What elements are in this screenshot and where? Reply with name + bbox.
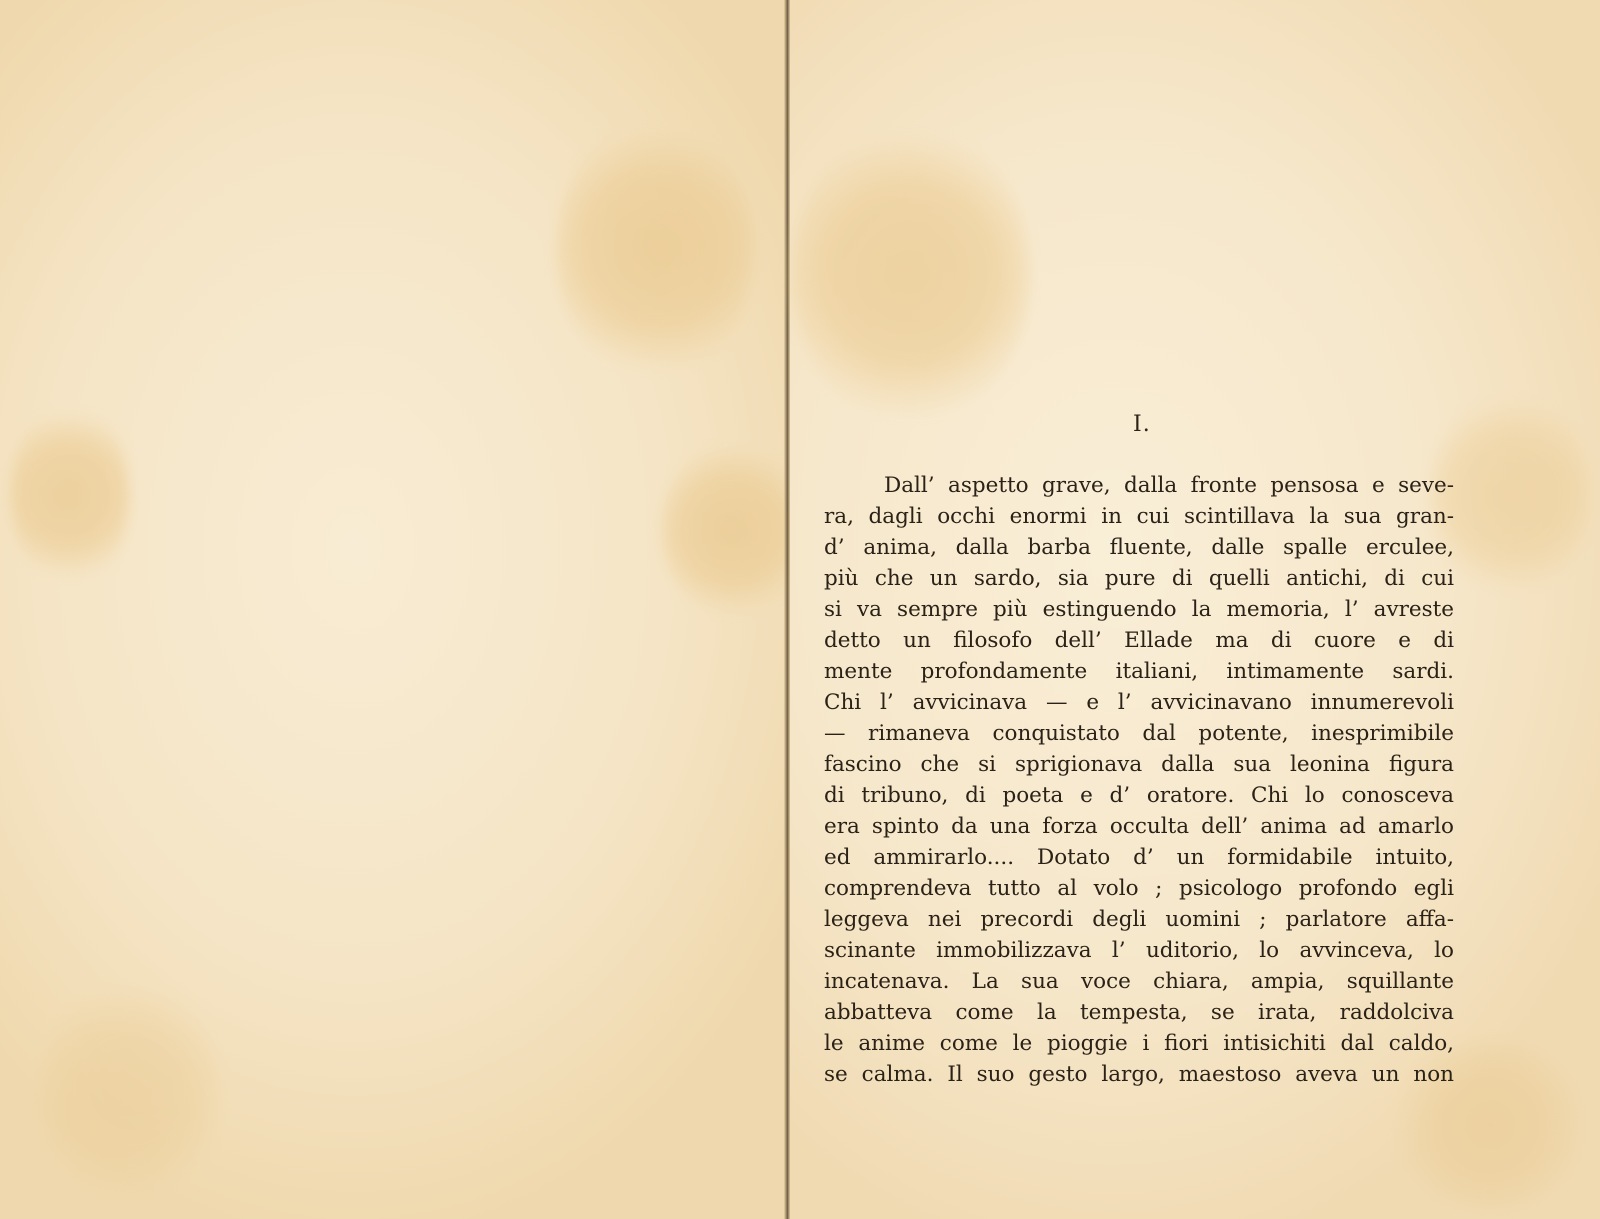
text-line: detto un filosofo dell’ Ellade ma di cuore e di [824, 628, 1454, 653]
text-line: più che un sardo, sia pure di quelli antichi, di cui [824, 566, 1454, 591]
foxing-stain [40, 980, 220, 1200]
foxing-stain [10, 400, 130, 590]
text-line: le anime come le pioggie i fiori intisichiti dal caldo, [824, 1031, 1454, 1056]
text-line: incatenava. La sua voce chiara, ampia, squillante [824, 969, 1454, 994]
text-line: Dall’ aspetto grave, dalla fronte pensosa e seve- [884, 473, 1454, 498]
text-line: ra, dagli occhi enormi in cui scintillava la sua gran- [824, 504, 1454, 529]
text-line: era spinto da una forza occulta dell’ anima ad amarlo [824, 814, 1454, 839]
text-line: Chi l’ avvicinava — e l’ avvicinavano innumerevoli [824, 690, 1454, 715]
text-line: d’ anima, dalla barba fluente, dalle spalle erculee, [824, 535, 1454, 560]
foxing-stain [1430, 390, 1590, 600]
text-line: di tribuno, di poeta e d’ oratore. Chi lo conosceva [824, 783, 1454, 808]
text-line: si va sempre più estinguendo la memoria, l’ avreste [824, 597, 1454, 622]
foxing-stain [555, 120, 755, 380]
text-line: ed ammirarlo.... Dotato d’ un formidabile intuito, [824, 845, 1454, 870]
text-line: scinante immobilizzava l’ uditorio, lo avvinceva, lo [824, 938, 1454, 963]
text-line: mente profondamente italiani, intimamente sardi. [824, 659, 1454, 684]
text-line: abbatteva come la tempesta, se irata, raddolciva [824, 1000, 1454, 1025]
text-line: comprendeva tutto al volo ; psicologo profondo egli [824, 876, 1454, 901]
foxing-stain [660, 440, 800, 620]
text-line: se calma. Il suo gesto largo, maestoso aveva un non [824, 1062, 1454, 1087]
text-line: fascino che si sprigionava dalla sua leonina figura [824, 752, 1454, 777]
foxing-stain [790, 125, 1030, 425]
chapter-numeral: I. [1133, 412, 1151, 437]
text-line: leggeva nei precordi degli uomini ; parlatore affa- [824, 907, 1454, 932]
text-line: — rimaneva conquistato dal potente, inesprimibile [824, 721, 1454, 746]
left-page [0, 0, 786, 1219]
body-text [824, 470, 1454, 1090]
